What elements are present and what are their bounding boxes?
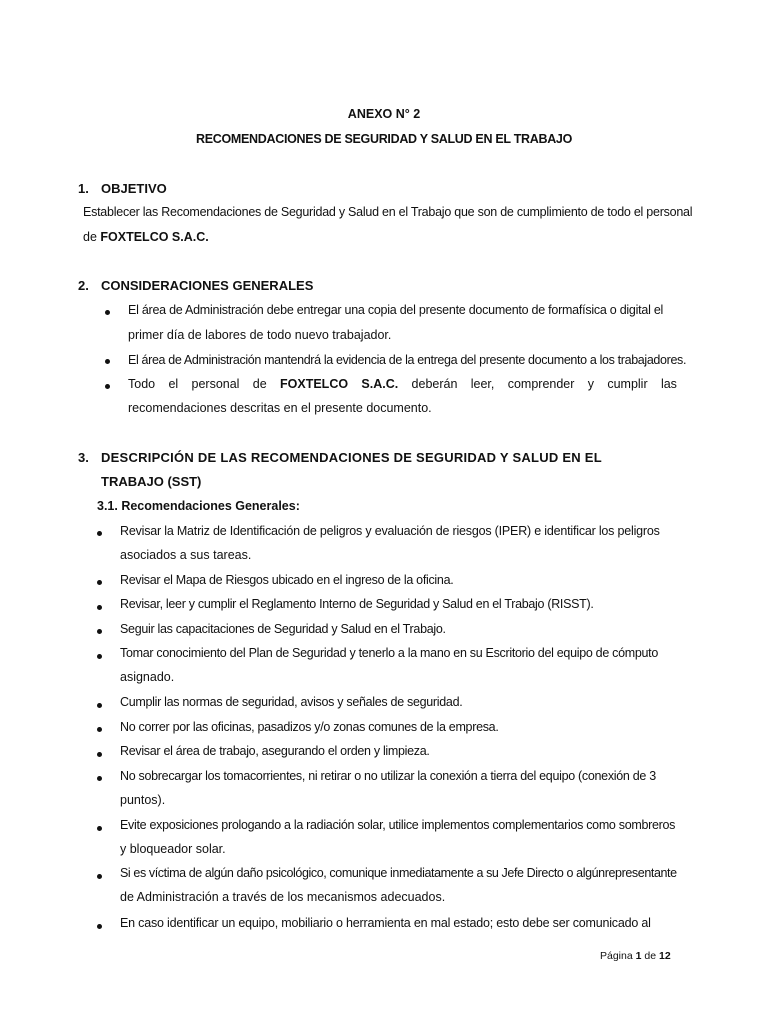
s2-bullet-3-line-2: recomendaciones descritas en el presente documento. [128, 401, 432, 415]
subsection-3-1-heading: 3.1. Recomendaciones Generales: [97, 499, 300, 513]
bullet-icon [97, 605, 102, 610]
section-3-heading-line-2: TRABAJO (SST) [101, 474, 202, 489]
s2-bullet-2-line-1: El área de Administración mantendrá la evidencia de la entrega del presente documento a los trabajadores. [128, 353, 687, 367]
bullet-icon [105, 359, 110, 364]
s3-item-10-line-1: Evite exposiciones prologando a la radiación solar, utilice implementos complementarios como sombreros [120, 818, 676, 832]
s3-item-6: Cumplir las normas de seguridad, avisos y señales de seguridad. [120, 695, 463, 709]
s3-item-11-line-2: de Administración a través de los mecanismos adecuados. [120, 890, 446, 904]
section-3-number: 3. [78, 450, 89, 465]
s3-item-3: Revisar, leer y cumplir el Reglamento Interno de Seguridad y Salud en el Trabajo (RISST). [120, 597, 594, 611]
section-1-text-line-1: Establecer las Recomendaciones de Seguridad y Salud en el Trabajo que son de cumplimiento de todo el personal [83, 205, 693, 219]
s2-bullet-1-line-2: primer día de labores de todo nuevo trabajador. [128, 328, 392, 342]
page-number: Página 1 de 12 [600, 950, 671, 962]
s3-item-9-line-1: No sobrecargar los tomacorrientes, ni retirar o no utilizar la conexión a tierra del equipo (conexión de 3 [120, 769, 656, 783]
s3-item-5-line-1: Tomar conocimiento del Plan de Seguridad y tenerlo a la mano en su Escritorio del equipo de cómputo [120, 646, 658, 660]
bullet-icon [97, 703, 102, 708]
company-name: FOXTELCO S.A.C. [100, 230, 209, 244]
s2-bullet-1-line-1: El área de Administración debe entregar una copia del presente documento de formafísica o digital el [128, 303, 664, 317]
s3-item-11-line-1: Si es víctima de algún daño psicológico, comunique inmediatamente a su Jefe Directo o algúnrepresentante [120, 866, 677, 880]
s3-item-10-line-2: y bloqueador solar. [120, 842, 226, 856]
bullet-icon [97, 531, 102, 536]
bullet-icon [97, 874, 102, 879]
bullet-icon [105, 384, 110, 389]
s3-item-5-line-2: asignado. [120, 670, 175, 684]
s3-item-12-line-1: En caso identificar un equipo, mobiliario o herramienta en mal estado; esto debe ser comunicado al [120, 916, 651, 930]
bullet-icon [97, 654, 102, 659]
s3-item-1-line-1: Revisar la Matriz de Identificación de peligros y evaluación de riesgos (IPER) e identificar los peligros [120, 524, 660, 538]
bullet-icon [97, 826, 102, 831]
s3-item-7: No correr por las oficinas, pasadizos y/o zonas comunes de la empresa. [120, 720, 499, 734]
bullet-icon [97, 727, 102, 732]
company-name: FOXTELCO S.A.C. [280, 377, 399, 391]
bullet-icon [97, 580, 102, 585]
bullet-icon [105, 310, 110, 315]
annex-label: ANEXO N° 2 [347, 107, 421, 121]
bullet-icon [97, 629, 102, 634]
section-2-heading: CONSIDERACIONES GENERALES [101, 278, 314, 293]
s3-item-9-line-2: puntos). [120, 793, 166, 807]
s3-item-8: Revisar el área de trabajo, asegurando el orden y limpieza. [120, 744, 430, 758]
section-1-number: 1. [78, 181, 89, 196]
s3-item-1-line-2: asociados a sus tareas. [120, 548, 252, 562]
document-title: RECOMENDACIONES DE SEGURIDAD Y SALUD EN EL TRABAJO [195, 132, 573, 146]
s3-item-2: Revisar el Mapa de Riesgos ubicado en el ingreso de la oficina. [120, 573, 454, 587]
bullet-icon [97, 924, 102, 929]
section-2-number: 2. [78, 278, 89, 293]
section-1-text-line-2: de FOXTELCO S.A.C. [83, 230, 209, 244]
bullet-icon [97, 776, 102, 781]
section-1-heading: OBJETIVO [101, 181, 167, 196]
section-3-heading-line-1: DESCRIPCIÓN DE LAS RECOMENDACIONES DE SEGURIDAD Y SALUD EN EL [101, 450, 602, 465]
bullet-icon [97, 752, 102, 757]
s3-item-4: Seguir las capacitaciones de Seguridad y Salud en el Trabajo. [120, 622, 446, 636]
s2-bullet-3-line-1: Todo el personal de FOXTELCO S.A.C. deberán leer, comprender y cumplir las [128, 377, 677, 391]
